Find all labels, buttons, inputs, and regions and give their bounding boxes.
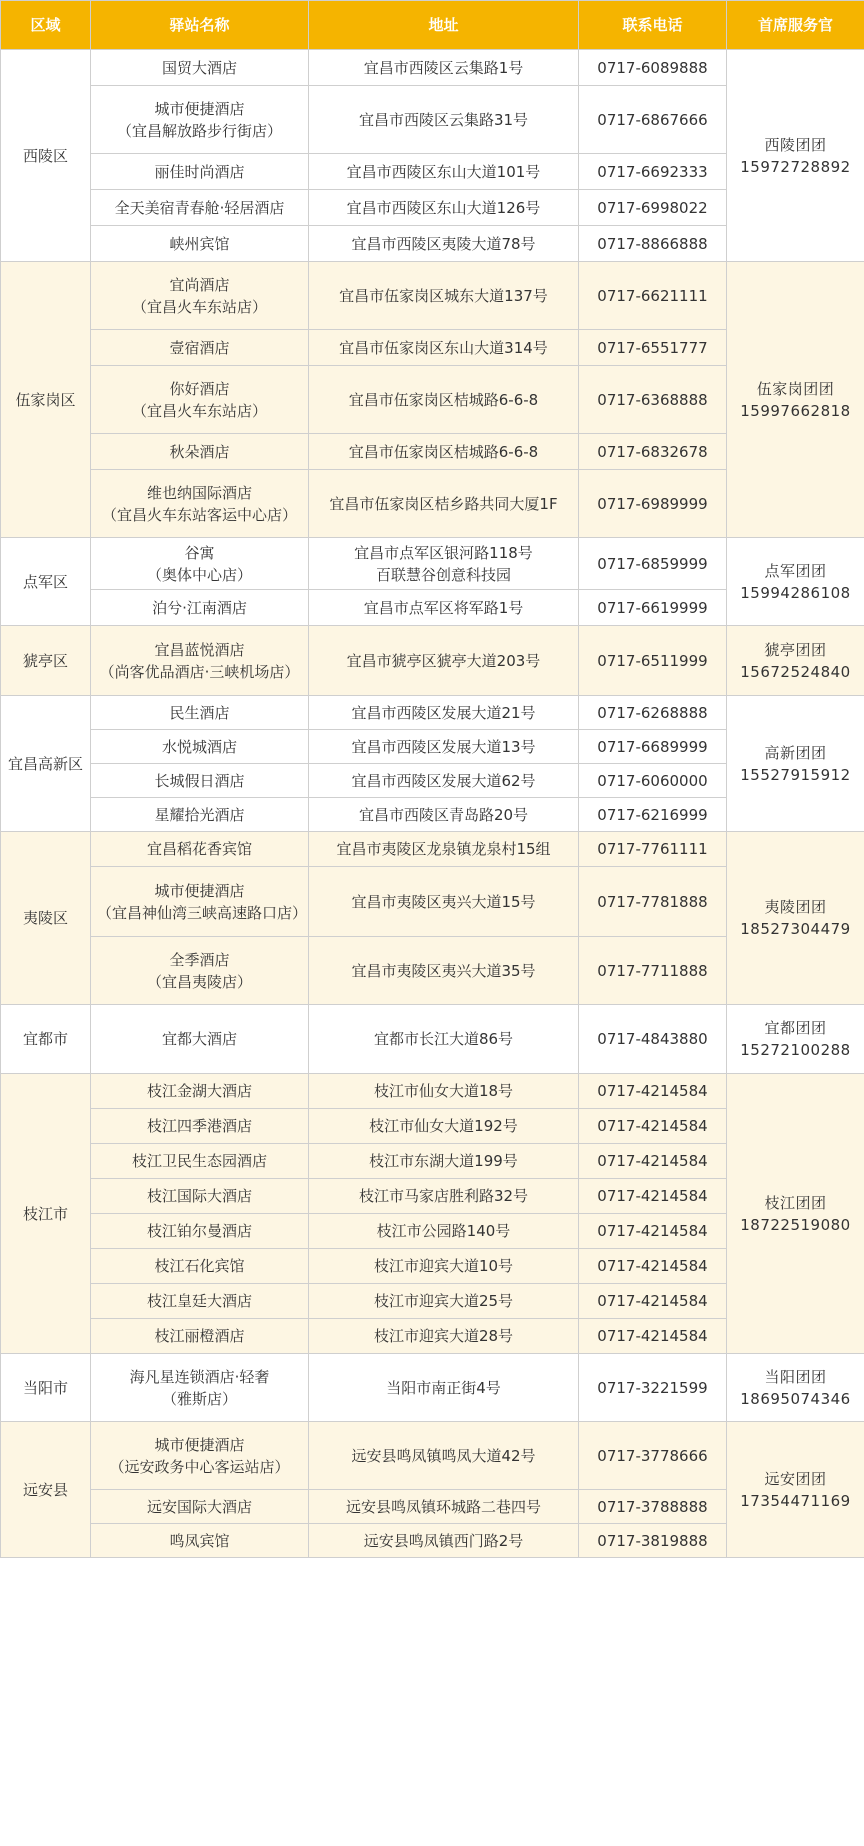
station-name-cell bbox=[91, 590, 309, 626]
address-cell bbox=[309, 366, 579, 434]
chief-officer-cell bbox=[727, 538, 864, 626]
cell-line: （奥体中心店） bbox=[146, 565, 252, 584]
station-name-cell bbox=[91, 832, 309, 867]
phone-cell: 0717-4214584 bbox=[579, 1249, 727, 1284]
table-row bbox=[1, 1354, 864, 1422]
cell-line: 宜昌市伍家岗区桔乡路共同大厦1F bbox=[329, 494, 558, 513]
station-name-cell bbox=[91, 262, 309, 330]
officer-phone: 15994286108 bbox=[740, 583, 851, 602]
phone-cell: 0717-6089888 bbox=[579, 50, 727, 86]
officer-name: 当阳团团 bbox=[764, 1367, 827, 1386]
station-name-cell bbox=[91, 1249, 309, 1284]
phone-cell: 0717-6216999 bbox=[579, 798, 727, 832]
cell-line: 宜昌市西陵区青岛路20号 bbox=[358, 805, 529, 824]
station-name-cell bbox=[91, 1490, 309, 1524]
phone-cell: 0717-4214584 bbox=[579, 1284, 727, 1319]
cell-line: 宜昌市西陵区夷陵大道78号 bbox=[351, 234, 536, 253]
phone-cell: 0717-6859999 bbox=[579, 538, 727, 590]
address-cell bbox=[309, 1005, 579, 1074]
station-name-cell bbox=[91, 50, 309, 86]
address-cell bbox=[309, 1074, 579, 1109]
officer-name: 宜都团团 bbox=[764, 1019, 827, 1037]
station-name-cell bbox=[91, 867, 309, 937]
address-cell bbox=[309, 190, 579, 226]
cell-line: 宜昌市猇亭区猇亭大道203号 bbox=[346, 651, 541, 670]
station-name-cell bbox=[91, 1214, 309, 1249]
officer-phone: 15272100288 bbox=[740, 1041, 851, 1059]
cell-line: 当阳市南正街4号 bbox=[386, 1378, 501, 1397]
station-name-cell bbox=[91, 764, 309, 798]
table-row bbox=[1, 1074, 864, 1109]
chief-officer-cell bbox=[727, 696, 864, 832]
header-chief-officer: 首席服务官 bbox=[727, 1, 864, 50]
table-row bbox=[1, 262, 864, 330]
district-cell: 夷陵区 bbox=[1, 832, 91, 1005]
district-cell: 当阳市 bbox=[1, 1354, 91, 1422]
cell-line: 宜昌市点军区银河路118号 bbox=[354, 543, 533, 562]
cell-line: 壹宿酒店 bbox=[169, 338, 230, 357]
table-row bbox=[1, 538, 864, 590]
station-name-cell bbox=[91, 696, 309, 730]
cell-line: 远安县鸣凤镇鸣凤大道42号 bbox=[351, 1446, 536, 1465]
cell-line: 维也纳国际酒店 bbox=[146, 483, 252, 502]
cell-line: 枝江国际大酒店 bbox=[146, 1187, 252, 1205]
cell-line: 宜昌市伍家岗区东山大道314号 bbox=[339, 338, 548, 357]
cell-line: 鸣凤宾馆 bbox=[169, 1531, 230, 1550]
station-name-cell bbox=[91, 538, 309, 590]
cell-line: 宜昌市西陵区东山大道101号 bbox=[346, 162, 541, 181]
station-name-cell bbox=[91, 1422, 309, 1490]
phone-cell: 0717-7761111 bbox=[579, 832, 727, 867]
cell-line: 宜昌市伍家岗区桔城路6-6-8 bbox=[348, 442, 539, 461]
phone-cell: 0717-3819888 bbox=[579, 1524, 727, 1558]
phone-cell: 0717-4843880 bbox=[579, 1005, 727, 1074]
address-cell bbox=[309, 1249, 579, 1284]
address-cell bbox=[309, 1319, 579, 1354]
cell-line: 全季酒店 bbox=[169, 950, 230, 969]
cell-line: 枝江丽橙酒店 bbox=[154, 1327, 245, 1345]
cell-line: 宜尚酒店 bbox=[169, 275, 230, 294]
district-cell: 伍家岗区 bbox=[1, 262, 91, 538]
cell-line: （尚客优品酒店·三峡机场店） bbox=[99, 662, 300, 681]
officer-phone: 15527915912 bbox=[740, 765, 851, 784]
address-cell bbox=[309, 154, 579, 190]
address-cell bbox=[309, 1214, 579, 1249]
cell-line: 宜昌蓝悦酒店 bbox=[154, 640, 245, 659]
district-cell: 宜都市 bbox=[1, 1005, 91, 1074]
phone-cell: 0717-6998022 bbox=[579, 190, 727, 226]
cell-line: 宜都市长江大道86号 bbox=[373, 1030, 514, 1048]
cell-line: 海凡星连锁酒店·轻奢 bbox=[129, 1367, 270, 1386]
chief-officer-cell bbox=[727, 1354, 864, 1422]
officer-name: 西陵团团 bbox=[764, 135, 827, 154]
address-cell bbox=[309, 832, 579, 867]
phone-cell: 0717-3778666 bbox=[579, 1422, 727, 1490]
chief-officer-cell bbox=[727, 50, 864, 262]
station-name-cell bbox=[91, 1074, 309, 1109]
cell-line: 谷寓 bbox=[184, 543, 215, 562]
address-cell bbox=[309, 1284, 579, 1319]
cell-line: 枝江市马家店胜利路32号 bbox=[358, 1187, 529, 1205]
address-cell bbox=[309, 330, 579, 366]
cell-line: 枝江四季港酒店 bbox=[146, 1117, 252, 1135]
cell-line: 丽佳时尚酒店 bbox=[154, 162, 245, 181]
district-cell: 西陵区 bbox=[1, 50, 91, 262]
district-group bbox=[1, 1074, 864, 1354]
header-row bbox=[1, 1, 864, 50]
address-cell bbox=[309, 590, 579, 626]
phone-cell: 0717-6692333 bbox=[579, 154, 727, 190]
station-name-cell bbox=[91, 1319, 309, 1354]
cell-line: 百联慧谷创意科技园 bbox=[375, 565, 511, 584]
cell-line: 枝江市迎宾大道25号 bbox=[373, 1292, 514, 1310]
table-row bbox=[1, 1005, 864, 1074]
chief-officer-cell bbox=[727, 1074, 864, 1354]
address-cell bbox=[309, 1422, 579, 1490]
officer-phone: 18527304479 bbox=[740, 920, 851, 938]
address-cell bbox=[309, 538, 579, 590]
chief-officer-cell bbox=[727, 1422, 864, 1558]
cell-line: 宜昌市点军区将军路1号 bbox=[363, 598, 524, 617]
cell-line: 秋朵酒店 bbox=[169, 442, 230, 461]
address-cell bbox=[309, 434, 579, 470]
cell-line: 城市便捷酒店 bbox=[154, 1435, 245, 1454]
station-name-cell bbox=[91, 434, 309, 470]
chief-officer-cell bbox=[727, 626, 864, 696]
district-group bbox=[1, 1354, 864, 1422]
cell-line: 宜昌市西陵区东山大道126号 bbox=[346, 198, 541, 217]
cell-line: 宜昌市夷陵区夷兴大道35号 bbox=[351, 961, 536, 980]
header-phone: 联系电话 bbox=[579, 1, 727, 50]
district-group bbox=[1, 1005, 864, 1074]
station-name-cell bbox=[91, 1354, 309, 1422]
table-row bbox=[1, 1422, 864, 1490]
cell-line: （远安政务中心客运站店） bbox=[109, 1457, 290, 1476]
cell-line: 枝江市公园路140号 bbox=[376, 1222, 511, 1240]
phone-cell: 0717-6511999 bbox=[579, 626, 727, 696]
district-cell: 远安县 bbox=[1, 1422, 91, 1558]
table-row bbox=[1, 626, 864, 696]
station-name-cell bbox=[91, 1524, 309, 1558]
phone-cell: 0717-4214584 bbox=[579, 1179, 727, 1214]
cell-line: 远安国际大酒店 bbox=[146, 1497, 252, 1516]
station-name-cell bbox=[91, 730, 309, 764]
district-group bbox=[1, 1422, 864, 1558]
table-row bbox=[1, 832, 864, 867]
cell-line: 国贸大酒店 bbox=[161, 58, 237, 77]
phone-cell: 0717-6689999 bbox=[579, 730, 727, 764]
cell-line: 城市便捷酒店 bbox=[154, 99, 245, 118]
cell-line: 宜昌市西陵区发展大道13号 bbox=[351, 737, 536, 756]
district-group bbox=[1, 538, 864, 626]
station-name-cell bbox=[91, 366, 309, 434]
phone-cell: 0717-6551777 bbox=[579, 330, 727, 366]
phone-cell: 0717-6060000 bbox=[579, 764, 727, 798]
cell-line: 宜昌市西陵区云集路31号 bbox=[358, 110, 529, 129]
cell-line: （宜昌夷陵店） bbox=[146, 972, 252, 991]
station-name-cell bbox=[91, 154, 309, 190]
phone-cell: 0717-4214584 bbox=[579, 1319, 727, 1354]
cell-line: 民生酒店 bbox=[169, 703, 230, 722]
district-group bbox=[1, 50, 864, 262]
station-name-cell bbox=[91, 626, 309, 696]
district-group bbox=[1, 626, 864, 696]
cell-line: 宜昌市夷陵区夷兴大道15号 bbox=[351, 892, 536, 911]
phone-cell: 0717-4214584 bbox=[579, 1214, 727, 1249]
station-name-cell bbox=[91, 1179, 309, 1214]
officer-phone: 18695074346 bbox=[740, 1389, 851, 1408]
cell-line: 枝江市迎宾大道10号 bbox=[373, 1257, 514, 1275]
phone-cell: 0717-3788888 bbox=[579, 1490, 727, 1524]
officer-phone: 15672524840 bbox=[740, 662, 851, 681]
cell-line: 宜昌市西陵区云集路1号 bbox=[363, 58, 524, 77]
cell-line: 城市便捷酒店 bbox=[154, 881, 245, 900]
phone-cell: 0717-4214584 bbox=[579, 1109, 727, 1144]
address-cell bbox=[309, 262, 579, 330]
chief-officer-cell bbox=[727, 832, 864, 1005]
address-cell bbox=[309, 1109, 579, 1144]
officer-name: 高新团团 bbox=[764, 743, 827, 762]
address-cell bbox=[309, 867, 579, 937]
cell-line: 宜昌稻花香宾馆 bbox=[146, 840, 252, 858]
station-name-cell bbox=[91, 190, 309, 226]
cell-line: 枝江市仙女大道192号 bbox=[369, 1117, 518, 1135]
cell-line: 泊兮·江南酒店 bbox=[152, 598, 247, 617]
cell-line: 宜昌市伍家岗区桔城路6-6-8 bbox=[348, 390, 539, 409]
cell-line: 星耀拾光酒店 bbox=[154, 805, 245, 824]
header-station-name: 驿站名称 bbox=[91, 1, 309, 50]
cell-line: 全天美宿青春舱·轻居酒店 bbox=[114, 198, 285, 217]
phone-cell: 0717-6832678 bbox=[579, 434, 727, 470]
cell-line: （宜昌解放路步行街店） bbox=[116, 121, 282, 140]
chief-officer-cell bbox=[727, 262, 864, 538]
officer-name: 猇亭团团 bbox=[764, 640, 827, 659]
address-cell bbox=[309, 50, 579, 86]
cell-line: （宜昌神仙湾三峡高速路口店） bbox=[97, 903, 308, 922]
phone-cell: 0717-6268888 bbox=[579, 696, 727, 730]
officer-name: 枝江团团 bbox=[764, 1193, 827, 1212]
cell-line: 枝江市迎宾大道28号 bbox=[373, 1327, 514, 1345]
officer-name: 远安团团 bbox=[764, 1469, 827, 1488]
station-name-cell bbox=[91, 1109, 309, 1144]
address-cell bbox=[309, 798, 579, 832]
cell-line: 枝江卫民生态园酒店 bbox=[131, 1152, 267, 1170]
phone-cell: 0717-6368888 bbox=[579, 366, 727, 434]
cell-line: 枝江市仙女大道18号 bbox=[373, 1082, 514, 1100]
address-cell bbox=[309, 764, 579, 798]
address-cell bbox=[309, 1490, 579, 1524]
phone-cell: 0717-6619999 bbox=[579, 590, 727, 626]
station-name-cell bbox=[91, 330, 309, 366]
phone-cell: 0717-6621111 bbox=[579, 262, 727, 330]
station-name-cell bbox=[91, 86, 309, 154]
cell-line: 你好酒店 bbox=[169, 379, 230, 398]
station-name-cell bbox=[91, 1284, 309, 1319]
district-cell: 枝江市 bbox=[1, 1074, 91, 1354]
table-row bbox=[1, 50, 864, 86]
station-name-cell bbox=[91, 1005, 309, 1074]
address-cell bbox=[309, 226, 579, 262]
cell-line: （宜昌火车东站店） bbox=[131, 401, 267, 420]
cell-line: 枝江市东湖大道199号 bbox=[369, 1152, 518, 1170]
phone-cell: 0717-6989999 bbox=[579, 470, 727, 538]
district-cell: 猇亭区 bbox=[1, 626, 91, 696]
cell-line: 远安县鸣凤镇环城路二巷四号 bbox=[345, 1497, 541, 1516]
cell-line: 宜昌市夷陵区龙泉镇龙泉村15组 bbox=[336, 840, 551, 858]
cell-line: 宜都大酒店 bbox=[161, 1030, 237, 1048]
officer-phone: 17354471169 bbox=[740, 1491, 851, 1510]
cell-line: 枝江铂尔曼酒店 bbox=[146, 1222, 252, 1240]
cell-line: 宜昌市西陵区发展大道62号 bbox=[351, 771, 536, 790]
district-group bbox=[1, 262, 864, 538]
header-address: 地址 bbox=[309, 1, 579, 50]
cell-line: 宜昌市西陵区发展大道21号 bbox=[351, 703, 536, 722]
station-name-cell bbox=[91, 226, 309, 262]
header-district: 区域 bbox=[1, 1, 91, 50]
cell-line: 枝江金湖大酒店 bbox=[146, 1082, 252, 1100]
station-name-cell bbox=[91, 1144, 309, 1179]
cell-line: 枝江皇廷大酒店 bbox=[146, 1292, 252, 1310]
phone-cell: 0717-3221599 bbox=[579, 1354, 727, 1422]
district-group bbox=[1, 832, 864, 1005]
address-cell bbox=[309, 937, 579, 1005]
phone-cell: 0717-8866888 bbox=[579, 226, 727, 262]
officer-name: 伍家岗团团 bbox=[756, 379, 835, 398]
phone-cell: 0717-7711888 bbox=[579, 937, 727, 1005]
officer-phone: 15997662818 bbox=[740, 401, 851, 420]
table-row bbox=[1, 696, 864, 730]
phone-cell: 0717-6867666 bbox=[579, 86, 727, 154]
phone-cell: 0717-4214584 bbox=[579, 1144, 727, 1179]
officer-name: 夷陵团团 bbox=[764, 898, 827, 916]
cell-line: （宜昌火车东站客运中心店） bbox=[101, 505, 297, 524]
cell-line: 峡州宾馆 bbox=[169, 234, 230, 253]
district-cell: 宜昌高新区 bbox=[1, 696, 91, 832]
address-cell bbox=[309, 1354, 579, 1422]
address-cell bbox=[309, 1144, 579, 1179]
phone-cell: 0717-4214584 bbox=[579, 1074, 727, 1109]
table-header bbox=[1, 1, 864, 50]
cell-line: 长城假日酒店 bbox=[154, 771, 245, 790]
officer-name: 点军团团 bbox=[764, 561, 827, 580]
station-name-cell bbox=[91, 798, 309, 832]
cell-line: 远安县鸣凤镇西门路2号 bbox=[363, 1531, 524, 1550]
officer-phone: 15972728892 bbox=[740, 157, 851, 176]
address-cell bbox=[309, 86, 579, 154]
address-cell bbox=[309, 1179, 579, 1214]
address-cell bbox=[309, 696, 579, 730]
cell-line: 枝江石化宾馆 bbox=[154, 1257, 245, 1275]
chief-officer-cell bbox=[727, 1005, 864, 1074]
cell-line: （宜昌火车东站店） bbox=[131, 297, 267, 316]
phone-cell: 0717-7781888 bbox=[579, 867, 727, 937]
cell-line: （雅斯店） bbox=[161, 1389, 237, 1408]
officer-phone: 18722519080 bbox=[740, 1215, 851, 1234]
station-name-cell bbox=[91, 937, 309, 1005]
station-name-cell bbox=[91, 470, 309, 538]
cell-line: 宜昌市伍家岗区城东大道137号 bbox=[339, 286, 548, 305]
district-group bbox=[1, 696, 864, 832]
address-cell bbox=[309, 1524, 579, 1558]
district-cell: 点军区 bbox=[1, 538, 91, 626]
cell-line: 水悦城酒店 bbox=[161, 737, 237, 756]
address-cell bbox=[309, 730, 579, 764]
address-cell bbox=[309, 626, 579, 696]
address-cell bbox=[309, 470, 579, 538]
